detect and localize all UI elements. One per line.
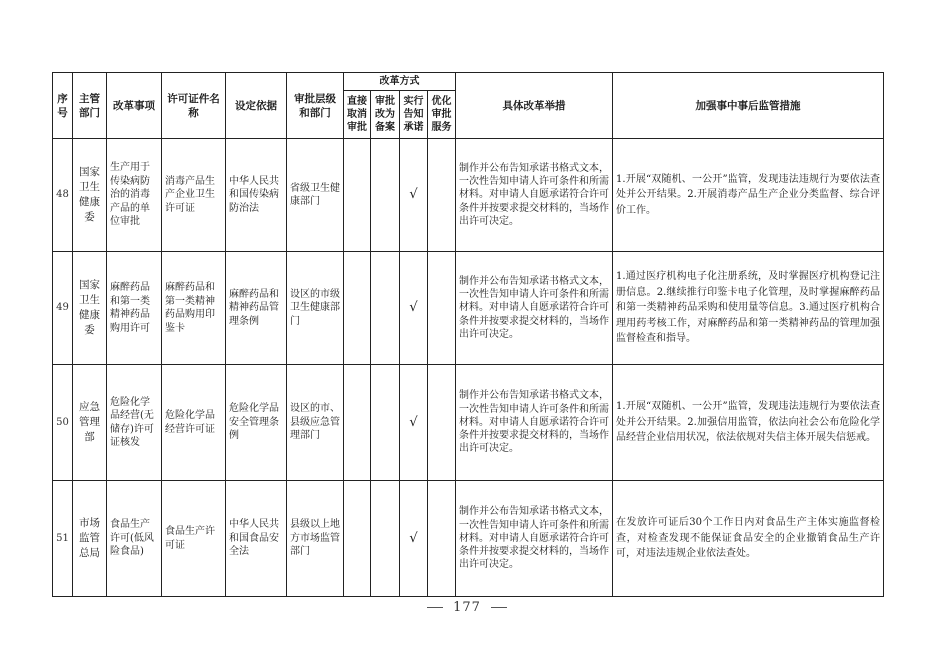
row-supervision: 在发放许可证后30个工作日内对食品生产主体实施监督检查，对检查发现不能保证食品安全的企业撤销食品生产许可，对违法违规企业依法查处。 bbox=[613, 481, 884, 597]
table-row bbox=[53, 252, 884, 365]
row-dept: 市场监管总局 bbox=[73, 481, 107, 597]
row-basis: 中华人民共和国传染病防治法 bbox=[226, 139, 287, 252]
row-method-optimize bbox=[428, 365, 456, 481]
row-level: 省级卫生健康部门 bbox=[287, 139, 344, 252]
row-method-record bbox=[371, 481, 400, 597]
header-method-record: 审批改为备案 bbox=[371, 91, 400, 139]
header-dept: 主管部门 bbox=[73, 73, 107, 139]
table-row bbox=[53, 481, 884, 597]
row-item: 麻醉药品和第一类精神药品购用许可 bbox=[107, 252, 162, 365]
row-permit: 麻醉药品和第一类精神药品购用印鉴卡 bbox=[162, 252, 226, 365]
page-number bbox=[0, 600, 934, 615]
row-method-cancel bbox=[344, 252, 371, 365]
row-measures: 制作并公布告知承诺书格式文本，一次性告知申请人许可条件和所需材料。对申请人自愿承诺符合许可条件并按要求提交材料的，当场作出许可决定。 bbox=[456, 481, 613, 597]
table-row bbox=[53, 139, 884, 252]
row-permit: 食品生产许可证 bbox=[162, 481, 226, 597]
header-method-cancel: 直接取消审批 bbox=[344, 91, 371, 139]
row-item: 危险化学品经营(无储存)许可证核发 bbox=[107, 365, 162, 481]
row-seq: 50 bbox=[53, 365, 73, 481]
header-item: 改革事项 bbox=[107, 73, 162, 139]
row-measures: 制作并公布告知承诺书格式文本，一次性告知申请人许可条件和所需材料。对申请人自愿承诺符合许可条件并按要求提交材料的，当场作出许可决定。 bbox=[456, 252, 613, 365]
row-supervision: 1.开展“双随机、一公开”监管，发现违法违规行为要依法查处并公开结果。2.加强信用监管，依法向社会公布危险化学品经营企业信用状况，依法依规对失信主体开展失信惩戒。 bbox=[613, 365, 884, 481]
header-level: 审批层级和部门 bbox=[287, 73, 344, 139]
row-dept: 国家卫生健康委 bbox=[73, 139, 107, 252]
row-method-optimize bbox=[428, 139, 456, 252]
row-method-optimize bbox=[428, 252, 456, 365]
row-supervision: 1.开展“双随机、一公开”监管，发现违法违规行为要依法查处并公开结果。2.开展消毒产品生产企业分类监督、综合评价工作。 bbox=[613, 139, 884, 252]
check-mark: √ bbox=[400, 139, 428, 252]
row-level: 设区的市、县级应急管理部门 bbox=[287, 365, 344, 481]
row-item: 食品生产许可(低风险食品) bbox=[107, 481, 162, 597]
row-measures: 制作并公布告知承诺书格式文本，一次性告知申请人许可条件和所需材料。对申请人自愿承诺符合许可条件并按要求提交材料的，当场作出许可决定。 bbox=[456, 139, 613, 252]
header-basis: 设定依据 bbox=[226, 73, 287, 139]
row-measures: 制作并公布告知承诺书格式文本，一次性告知申请人许可条件和所需材料。对申请人自愿承诺符合许可条件并按要求提交材料的，当场作出许可决定。 bbox=[456, 365, 613, 481]
row-permit: 消毒产品生产企业卫生许可证 bbox=[162, 139, 226, 252]
table-row bbox=[53, 365, 884, 481]
header-reform-method: 改革方式 bbox=[344, 73, 456, 91]
header-method-commit: 实行告知承诺 bbox=[400, 91, 428, 139]
row-dept: 国家卫生健康委 bbox=[73, 252, 107, 365]
row-basis: 中华人民共和国食品安全法 bbox=[226, 481, 287, 597]
page-dash-right bbox=[491, 607, 507, 608]
row-dept: 应急管理部 bbox=[73, 365, 107, 481]
row-level: 设区的市级卫生健康部门 bbox=[287, 252, 344, 365]
check-mark: √ bbox=[400, 365, 428, 481]
check-mark: √ bbox=[400, 481, 428, 597]
row-method-optimize bbox=[428, 481, 456, 597]
row-method-cancel bbox=[344, 481, 371, 597]
check-mark: √ bbox=[400, 252, 428, 365]
row-basis: 危险化学品安全管理条例 bbox=[226, 365, 287, 481]
row-method-record bbox=[371, 252, 400, 365]
row-method-record bbox=[371, 139, 400, 252]
row-item: 生产用于传染病防治的消毒产品的单位审批 bbox=[107, 139, 162, 252]
row-permit: 危险化学品经营许可证 bbox=[162, 365, 226, 481]
row-method-record bbox=[371, 365, 400, 481]
row-seq: 48 bbox=[53, 139, 73, 252]
row-seq: 51 bbox=[53, 481, 73, 597]
header-permit: 许可证件名称 bbox=[162, 73, 226, 139]
row-basis: 麻醉药品和精神药品管理条例 bbox=[226, 252, 287, 365]
header-measures: 具体改革举措 bbox=[456, 73, 613, 139]
reform-table bbox=[52, 72, 884, 597]
row-supervision: 1.通过医疗机构电子化注册系统，及时掌握医疗机构登记注册信息。2.继续推行印鉴卡电子化管理，及时掌握麻醉药品和第一类精神药品采购和使用量等信息。3.通过医疗机构合理用药考核工作，对麻醉药品和第一类精神药品的管理加强监督检查和指导。 bbox=[613, 252, 884, 365]
header-seq: 序号 bbox=[53, 73, 73, 139]
header-supervision: 加强事中事后监管措施 bbox=[613, 73, 884, 139]
header-method-optimize: 优化审批服务 bbox=[428, 91, 456, 139]
row-method-cancel bbox=[344, 365, 371, 481]
page-number-text: 177 bbox=[453, 600, 481, 615]
row-seq: 49 bbox=[53, 252, 73, 365]
row-level: 县级以上地方市场监管部门 bbox=[287, 481, 344, 597]
row-method-cancel bbox=[344, 139, 371, 252]
page-dash-left bbox=[427, 607, 443, 608]
